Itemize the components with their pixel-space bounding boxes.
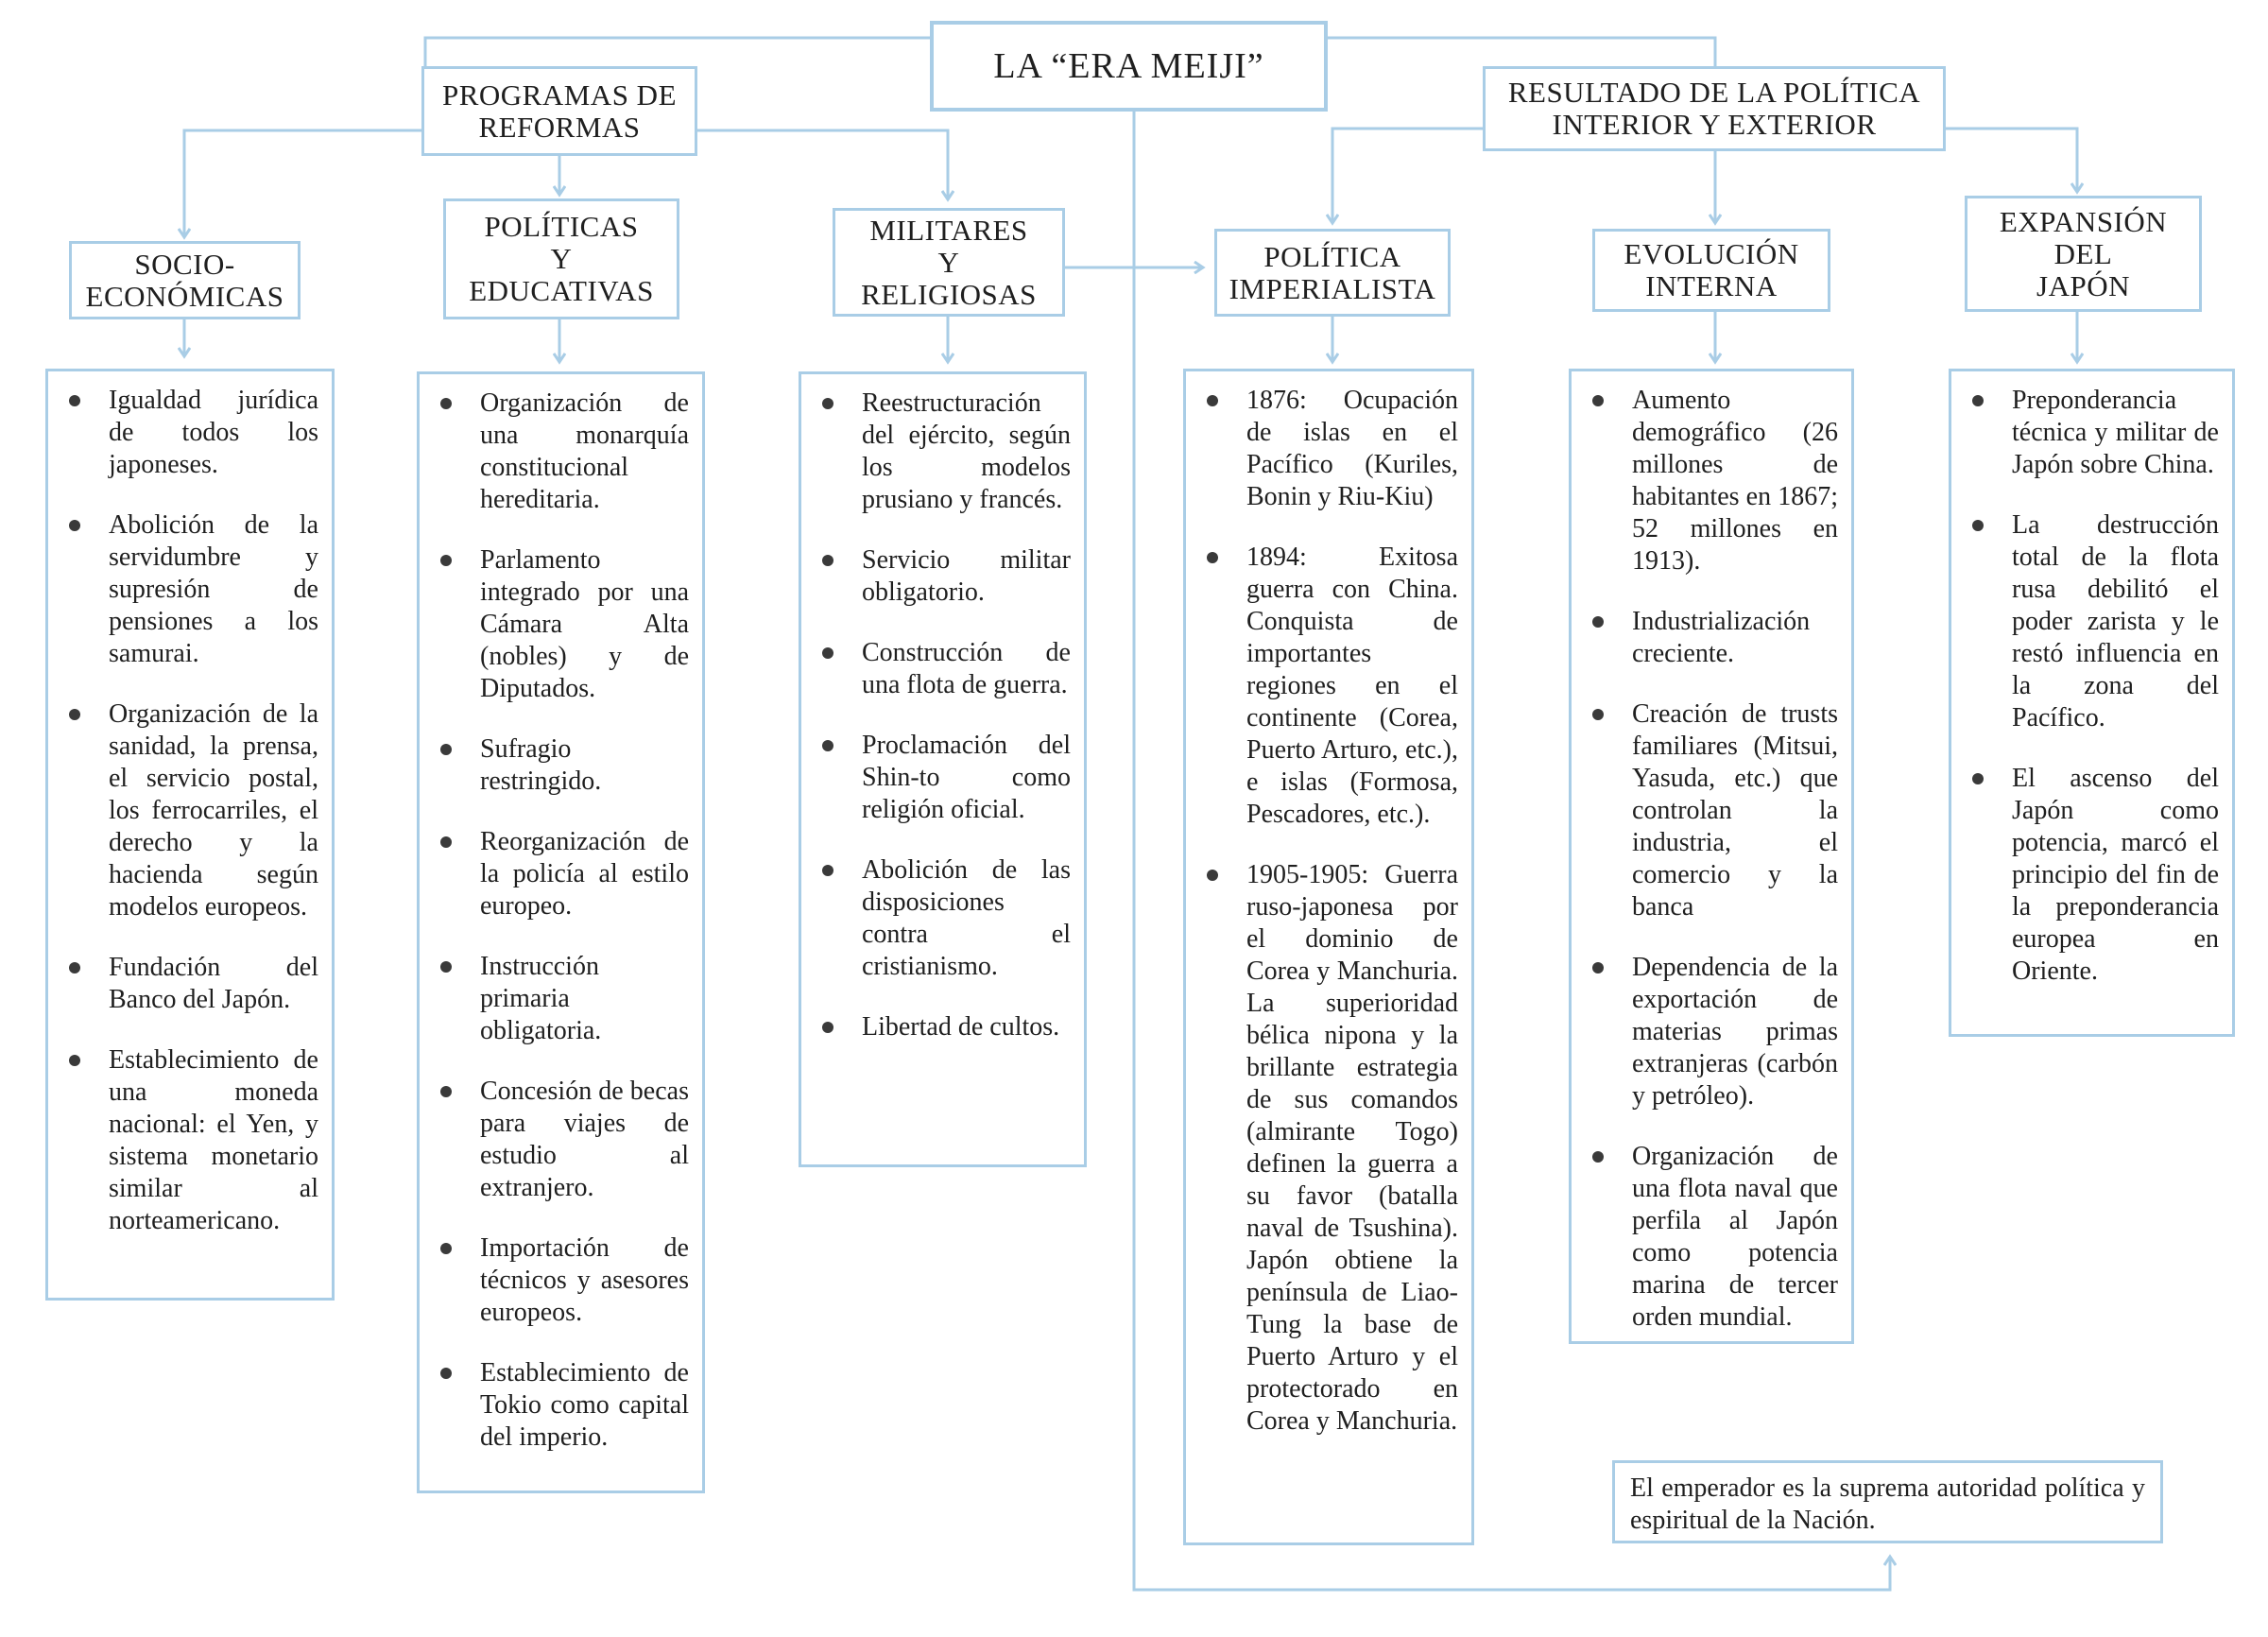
list-box-evolucion — [1569, 369, 1854, 1344]
list-item: Concesión de becas para viajes de estudio al extranjero. — [437, 1076, 689, 1204]
list-box-imperialista — [1183, 369, 1474, 1545]
list-item: Dependencia de la exportación de materias primas extranjeras (carbón y petróleo). — [1589, 952, 1838, 1112]
line-programs-to-militares — [697, 130, 948, 198]
list-box-expansion — [1949, 369, 2235, 1037]
list-item: Organización de una monarquía constitucional hereditaria. — [437, 388, 689, 516]
line-results-to-expansion — [1946, 129, 2077, 191]
list-item: Igualdad jurídica de todos los japoneses. — [65, 385, 318, 481]
emperor-note: El emperador es la suprema autoridad política y espiritual de la Nación. — [1612, 1460, 2163, 1543]
results-header: RESULTADO DE LA POLÍTICA INTERIOR Y EXTERIOR — [1483, 66, 1946, 151]
programs-header: PROGRAMAS DE REFORMAS — [421, 66, 697, 156]
list-item: Establecimiento de Tokio como capital del imperio. — [437, 1357, 689, 1454]
list-item: Reestructuración del ejército, según los modelos prusiano y francés. — [818, 388, 1071, 516]
list-item: Industrialización creciente. — [1589, 606, 1838, 670]
list-item: Libertad de cultos. — [818, 1011, 1071, 1043]
column-header-imperialista: POLÍTICA IMPERIALISTA — [1214, 229, 1451, 317]
column-header-politicas: POLÍTICAS Y EDUCATIVAS — [443, 198, 679, 319]
list-item: Construcción de una flota de guerra. — [818, 637, 1071, 701]
line-title-to-results — [1328, 38, 1715, 66]
list-item: 1876: Ocupación de islas en el Pacífico (Kuriles, Bonin y Riu-Kiu) — [1203, 385, 1458, 513]
list-item: Parlamento integrado por una Cámara Alta (nobles) y de Diputados. — [437, 544, 689, 705]
column-header-evolucion: EVOLUCIÓN INTERNA — [1592, 229, 1830, 312]
line-title-to-programs — [425, 38, 930, 66]
column-header-militares: MILITARES Y RELIGIOSAS — [833, 208, 1065, 317]
list-item: Organización de una flota naval que perfila al Japón como potencia marina de tercer orden mundial. — [1589, 1141, 1838, 1334]
list-item: El ascenso del Japón como potencia, marcó el principio del fin de la preponderancia europea en Oriente. — [1968, 763, 2219, 988]
list-item: Reorganización de la policía al estilo europeo. — [437, 826, 689, 922]
list-box-militares — [799, 371, 1087, 1167]
list-item: Preponderancia técnica y militar de Japón sobre China. — [1968, 385, 2219, 481]
line-programs-to-socio — [184, 130, 425, 236]
list-item: Servicio militar obligatorio. — [818, 544, 1071, 609]
list-box-socio — [45, 369, 335, 1301]
list-item: 1894: Exitosa guerra con China. Conquista de importantes regiones en el continente (Corea, Puerto Arturo, etc.), e islas (Formosa, Pescadores, etc.). — [1203, 542, 1458, 831]
list-item: Organización de la sanidad, la prensa, el servicio postal, los ferrocarriles, el derecho y la hacienda según modelos europeos. — [65, 698, 318, 923]
list-item: La destrucción total de la flota rusa debilitó el poder zarista y le restó influencia en la zona del Pacífico. — [1968, 509, 2219, 734]
line-results-to-imperialista — [1332, 129, 1483, 222]
column-header-expansion: EXPANSIÓN DEL JAPÓN — [1965, 196, 2202, 312]
list-item: 1905-1905: Guerra ruso-japonesa por el dominio de Corea y Manchuria. La superioridad bélica nipona y la brillante estrategia de sus comandos (almirante Togo) definen la guerra a su favor (batalla naval de Tsushina). Japón obtiene la península de Liao-Tung la base de Puerto Arturo y el protectorado en Corea y Manchuria. — [1203, 859, 1458, 1438]
list-item: Importación de técnicos y asesores europeos. — [437, 1232, 689, 1329]
list-item: Fundación del Banco del Japón. — [65, 952, 318, 1016]
list-item: Sufragio restringido. — [437, 733, 689, 798]
list-item: Proclamación del Shin-to como religión oficial. — [818, 730, 1071, 826]
list-item: Abolición de la servidumbre y supresión de pensiones a los samurai. — [65, 509, 318, 670]
list-item: Establecimiento de una moneda nacional: el Yen, y sistema monetario similar al norteamericano. — [65, 1044, 318, 1237]
diagram-title: LA “ERA MEIJI” — [930, 21, 1328, 112]
column-header-socio: SOCIO- ECONÓMICAS — [69, 241, 301, 319]
list-item: Aumento demográfico (26 millones de habitantes en 1867; 52 millones en 1913). — [1589, 385, 1838, 577]
list-item: Creación de trusts familiares (Mitsui, Yasuda, etc.) que controlan la industria, el comercio y la banca — [1589, 698, 1838, 923]
list-item: Instrucción primaria obligatoria. — [437, 951, 689, 1047]
list-item: Abolición de las disposiciones contra el cristianismo. — [818, 854, 1071, 983]
list-box-politicas — [417, 371, 705, 1493]
